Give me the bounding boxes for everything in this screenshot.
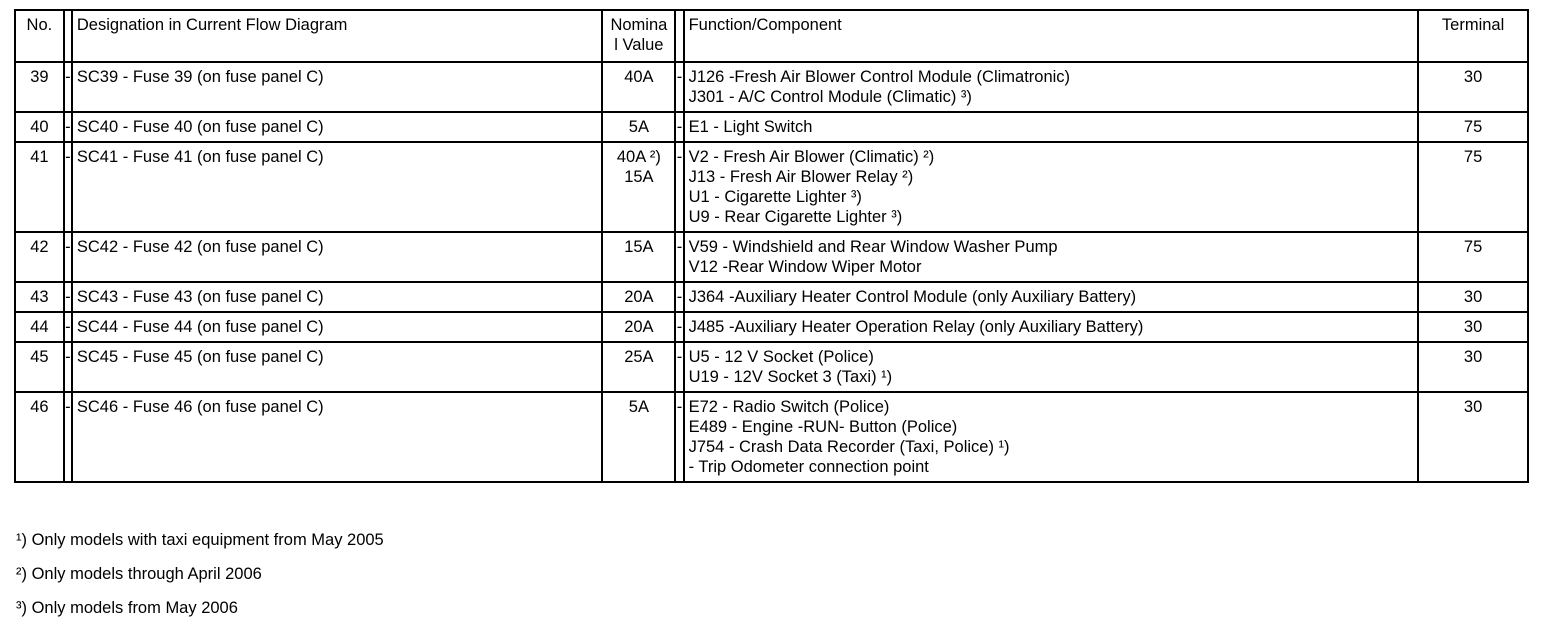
fuse-table: [14, 9, 1529, 483]
row-number: 44: [15, 312, 64, 342]
row-dash: -: [64, 62, 72, 112]
row-function: [684, 62, 1419, 112]
row-dash: -: [64, 232, 72, 282]
row-dash: -: [64, 112, 72, 142]
footnotes: [16, 528, 384, 630]
row-terminal: 30: [1418, 312, 1528, 342]
row-dash: -: [675, 282, 683, 312]
row-dash: -: [675, 62, 683, 112]
row-dash: -: [675, 232, 683, 282]
row-terminal: 30: [1418, 342, 1528, 392]
function-line: J754 - Crash Data Recorder (Taxi, Police) ¹): [688, 438, 1010, 456]
row-nominal-value: [602, 392, 675, 482]
row-designation: SC39 - Fuse 39 (on fuse panel C): [72, 62, 602, 112]
row-terminal: 75: [1418, 112, 1528, 142]
row-dash: -: [675, 392, 683, 482]
header-nominal-value: [602, 10, 675, 62]
header-no: No.: [15, 10, 64, 62]
function-line: J13 - Fresh Air Blower Relay ²): [688, 168, 914, 186]
nominal-line: 5A: [628, 118, 649, 136]
table-row: [15, 282, 1528, 312]
row-terminal: 75: [1418, 142, 1528, 232]
table-row: [15, 312, 1528, 342]
row-nominal-value: [602, 232, 675, 282]
function-line: U19 - 12V Socket 3 (Taxi) ¹): [688, 368, 893, 386]
row-function: [684, 232, 1419, 282]
row-function: [684, 282, 1419, 312]
nominal-line: 40A ²): [616, 148, 661, 166]
nominal-line: 5A: [628, 398, 649, 416]
function-line: - Trip Odometer connection point: [688, 458, 929, 476]
table-row: [15, 112, 1528, 142]
row-function: [684, 142, 1419, 232]
row-designation: SC44 - Fuse 44 (on fuse panel C): [72, 312, 602, 342]
row-nominal-value: [602, 342, 675, 392]
row-dash: -: [64, 342, 72, 392]
function-line: E489 - Engine -RUN- Button (Police): [688, 418, 958, 436]
row-dash: -: [64, 392, 72, 482]
row-number: 45: [15, 342, 64, 392]
nominal-line: 20A: [624, 318, 654, 336]
nominal-line: 15A: [624, 238, 654, 256]
footnote: ³) Only models from May 2006: [16, 599, 238, 617]
row-dash: -: [64, 312, 72, 342]
nominal-line: 20A: [624, 288, 654, 306]
footnote: ¹) Only models with taxi equipment from May 2005: [16, 531, 384, 549]
function-line: U1 - Cigarette Lighter ³): [688, 188, 862, 206]
row-terminal: 30: [1418, 62, 1528, 112]
row-designation: SC43 - Fuse 43 (on fuse panel C): [72, 282, 602, 312]
row-nominal-value: [602, 142, 675, 232]
function-line: J301 - A/C Control Module (Climatic) ³): [688, 88, 972, 106]
row-designation: SC46 - Fuse 46 (on fuse panel C): [72, 392, 602, 482]
row-number: 39: [15, 62, 64, 112]
row-dash: -: [675, 112, 683, 142]
row-number: 40: [15, 112, 64, 142]
row-terminal: 75: [1418, 232, 1528, 282]
row-number: 43: [15, 282, 64, 312]
row-dash: -: [675, 142, 683, 232]
row-number: 46: [15, 392, 64, 482]
row-dash: -: [675, 312, 683, 342]
function-line: E72 - Radio Switch (Police): [688, 398, 890, 416]
header-nominal-line: l Value: [614, 36, 664, 54]
row-designation: SC40 - Fuse 40 (on fuse panel C): [72, 112, 602, 142]
row-nominal-value: [602, 112, 675, 142]
nominal-line: 15A: [624, 168, 654, 186]
function-line: V59 - Windshield and Rear Window Washer Pump: [688, 238, 1058, 256]
nominal-line: 40A: [624, 68, 654, 86]
header-spacer: [675, 10, 683, 62]
table-header-row: [15, 10, 1528, 62]
row-nominal-value: [602, 62, 675, 112]
row-designation: SC41 - Fuse 41 (on fuse panel C): [72, 142, 602, 232]
row-dash: -: [64, 282, 72, 312]
function-line: U9 - Rear Cigarette Lighter ³): [688, 208, 903, 226]
function-line: V2 - Fresh Air Blower (Climatic) ²): [688, 148, 935, 166]
row-terminal: 30: [1418, 282, 1528, 312]
function-line: J485 -Auxiliary Heater Operation Relay (only Auxiliary Battery): [688, 318, 1144, 336]
table-row: [15, 342, 1528, 392]
header-terminal: Terminal: [1418, 10, 1528, 62]
header-nominal-line: Nomina: [610, 16, 668, 34]
function-line: E1 - Light Switch: [688, 118, 813, 136]
row-designation: SC45 - Fuse 45 (on fuse panel C): [72, 342, 602, 392]
nominal-line: 25A: [624, 348, 654, 366]
row-function: [684, 342, 1419, 392]
function-line: J126 -Fresh Air Blower Control Module (Climatronic): [688, 68, 1071, 86]
row-terminal: 30: [1418, 392, 1528, 482]
header-function: Function/Component: [684, 10, 1419, 62]
row-function: [684, 312, 1419, 342]
footnote: ²) Only models through April 2006: [16, 565, 262, 583]
table-row: [15, 62, 1528, 112]
row-dash: -: [64, 142, 72, 232]
row-number: 41: [15, 142, 64, 232]
row-designation: SC42 - Fuse 42 (on fuse panel C): [72, 232, 602, 282]
row-nominal-value: [602, 282, 675, 312]
function-line: J364 -Auxiliary Heater Control Module (only Auxiliary Battery): [688, 288, 1137, 306]
function-line: U5 - 12 V Socket (Police): [688, 348, 874, 366]
row-function: [684, 392, 1419, 482]
table-row: [15, 232, 1528, 282]
row-nominal-value: [602, 312, 675, 342]
header-spacer: [64, 10, 72, 62]
table-row: [15, 392, 1528, 482]
function-line: V12 -Rear Window Wiper Motor: [688, 258, 922, 276]
table-row: [15, 142, 1528, 232]
table-body: [15, 62, 1528, 482]
row-function: [684, 112, 1419, 142]
row-number: 42: [15, 232, 64, 282]
header-designation: Designation in Current Flow Diagram: [72, 10, 602, 62]
row-dash: -: [675, 342, 683, 392]
